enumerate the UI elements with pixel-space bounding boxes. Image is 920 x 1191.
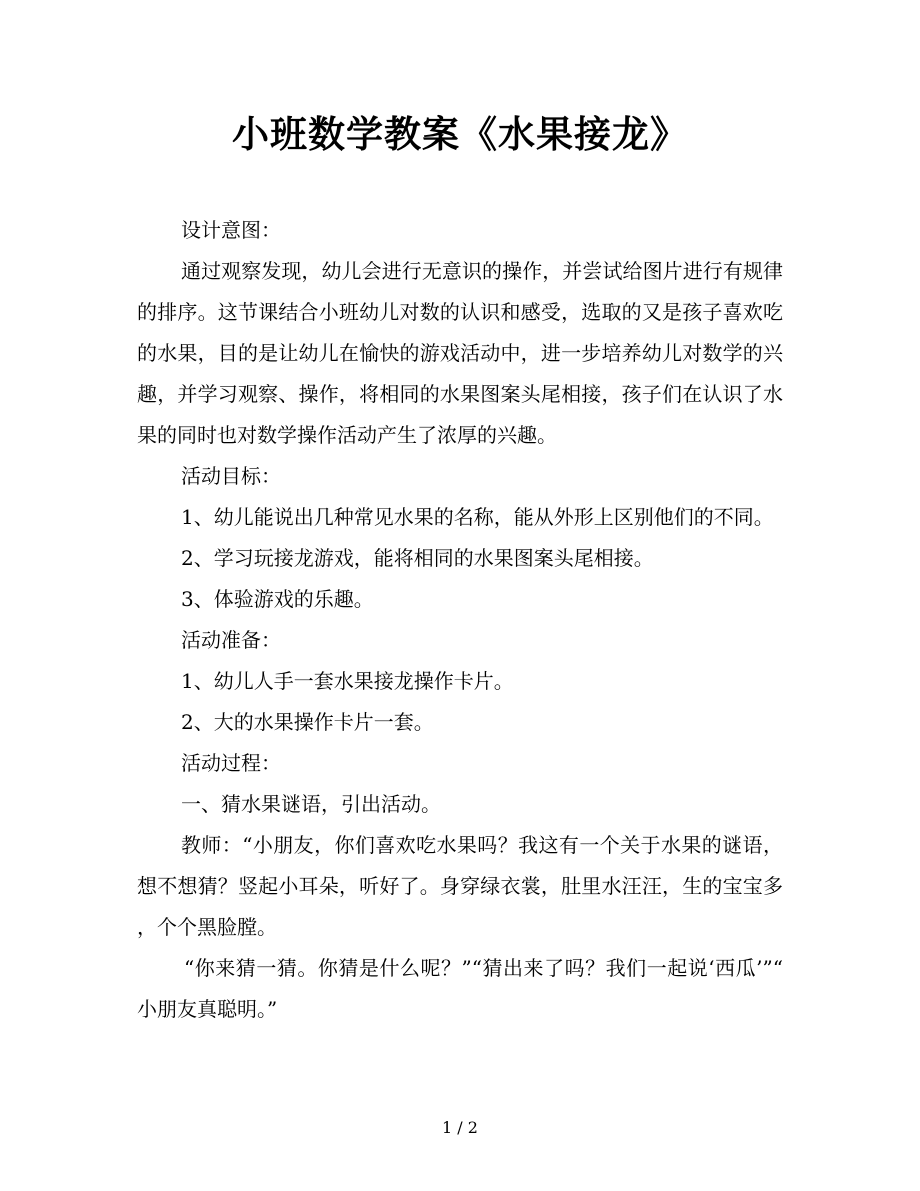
page-number: 1 / 2 bbox=[442, 1118, 478, 1137]
teacher-dialogue: 教师：“小朋友，你们喜欢吃水果吗？我这有一个关于水果的谜语，想不想猜？竖起小耳朵，听好了。身穿绿衣裳，肚里水汪汪，生的宝宝多，个个黑脸膛。 bbox=[137, 833, 783, 939]
process-step-1: 一、猜水果谜语，引出活动。 bbox=[181, 792, 441, 816]
quote-dialogue: “你来猜一猜。你猜是什么呢？”“猜出来了吗？我们一起说‘西瓜’”“小朋友真聪明。” bbox=[137, 956, 783, 1021]
goal-item-3: 3、体验游戏的乐趣。 bbox=[181, 587, 374, 611]
document-body bbox=[137, 210, 783, 1030]
section-heading-process: 活动过程： bbox=[181, 751, 281, 775]
goal-item-1: 1、幼儿能说出几种常见水果的名称，能从外形上区别他们的不同。 bbox=[181, 505, 774, 529]
section-heading-design-intent: 设计意图： bbox=[181, 218, 281, 242]
document-title: 小班数学教案《水果接龙》 bbox=[232, 112, 688, 156]
preparation-item-1: 1、幼儿人手一套水果接龙操作卡片。 bbox=[181, 669, 514, 693]
paragraph-design-intent: 通过观察发现，幼儿会进行无意识的操作，并尝试给图片进行有规律的排序。这节课结合小班幼儿对数的认识和感受，选取的又是孩子喜欢吃的水果，目的是让幼儿在愉快的游戏活动中，进一步培养幼儿对数学的兴趣，并学习观察、操作，将相同的水果图案头尾相接，孩子们在认识了水果的同时也对数学操作活动产生了浓厚的兴趣。 bbox=[137, 259, 783, 447]
goal-item-2: 2、学习玩接龙游戏，能将相同的水果图案头尾相接。 bbox=[181, 546, 654, 570]
preparation-item-2: 2、大的水果操作卡片一套。 bbox=[181, 710, 434, 734]
section-heading-preparation: 活动准备： bbox=[181, 628, 281, 652]
section-heading-goals: 活动目标： bbox=[181, 464, 281, 488]
